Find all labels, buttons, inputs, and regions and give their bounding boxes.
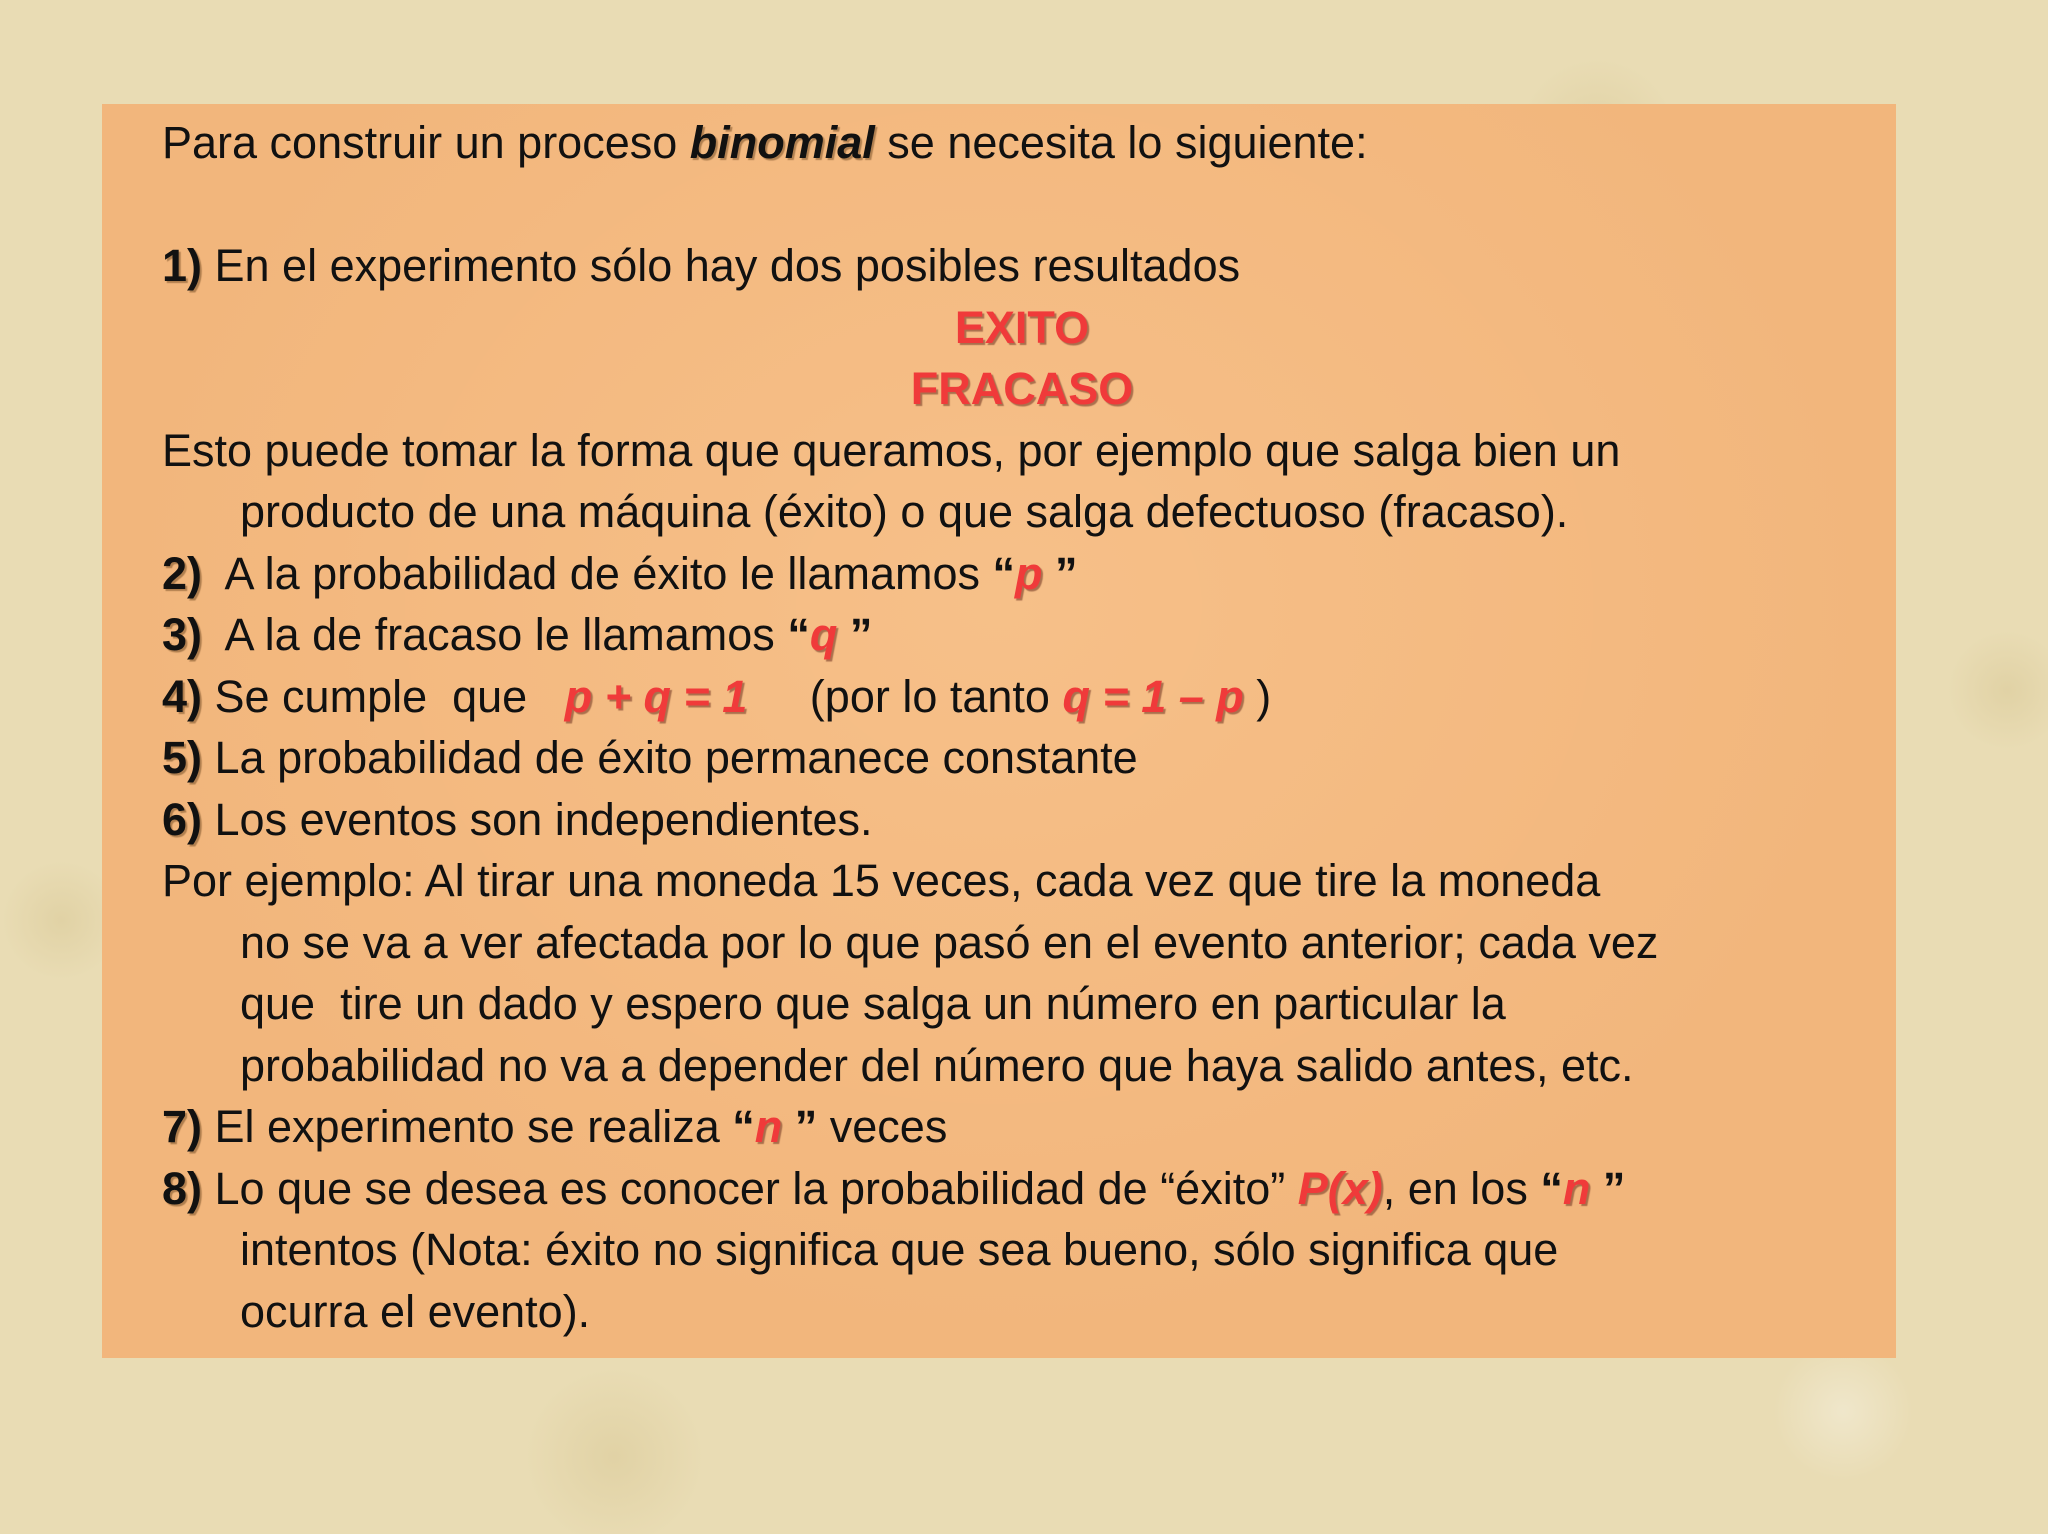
success-label: EXITO (954, 301, 1090, 353)
outcome-success (162, 297, 1882, 359)
item-text: A la probabilidad de éxito le llamamos (202, 547, 993, 599)
intro-line (162, 112, 1882, 174)
item-text: En el experimento sólo hay dos posibles resultados (202, 240, 1241, 291)
item-number: 8) (162, 1162, 203, 1214)
close-quote: ” (1590, 1162, 1626, 1214)
example2-line1: Por ejemplo: Al tirar una moneda 15 veces, cada vez que tire la moneda (162, 855, 1601, 906)
item-3 (162, 604, 1882, 666)
item-7 (162, 1096, 1882, 1158)
blank-line (162, 174, 1882, 236)
formula-sum: p + q = 1 (564, 670, 748, 722)
open-quote: “ (787, 609, 810, 660)
example2-line4: probabilidad no va a depender del número que haya salido antes, etc. (240, 1039, 1634, 1091)
item-8 (162, 1158, 1882, 1220)
item-end: veces (817, 1101, 948, 1152)
example2-line2: no se va a ver afectada por lo que pasó en el evento anterior; cada vez (240, 916, 1659, 968)
item-number: 3) (162, 609, 203, 660)
item-text: Lo que se desea es conocer la probabilidad de “éxito” (202, 1162, 1298, 1214)
item-middle: (por lo tanto (747, 670, 1063, 722)
item-text: Los eventos son independientes. (202, 793, 873, 845)
item-number: 7) (162, 1101, 203, 1152)
item-number: 4) (162, 670, 203, 722)
item-text: A la de fracaso le llamamos (202, 609, 788, 660)
item-8-line3: ocurra el evento). (240, 1285, 591, 1337)
item-text: La probabilidad de éxito permanece constante (202, 732, 1138, 783)
open-quote: “ (732, 1101, 755, 1152)
intro-before: Para construir un proceso (162, 117, 690, 168)
item-4 (162, 666, 1882, 728)
item-2 (162, 543, 1882, 605)
outcome-failure (162, 358, 1882, 420)
example2-line3: que tire un dado y espero que salga un número en particular la (240, 978, 1506, 1029)
slide-content (162, 112, 1882, 1342)
failure-label: FRACASO (910, 363, 1134, 414)
close-quote: ” (782, 1101, 818, 1152)
symbol-n: n (754, 1101, 783, 1152)
item-number: 6) (162, 793, 203, 845)
item-number: 5) (162, 732, 203, 783)
symbol-n: n (1562, 1162, 1591, 1214)
formula-complement: q = 1 – p (1062, 670, 1244, 722)
item-text: El experimento se realiza (202, 1101, 733, 1152)
example1-line2: producto de una máquina (éxito) o que salga defectuoso (fracaso). (240, 486, 1569, 537)
intro-keyword: binomial (689, 117, 875, 168)
example1-line1: Esto puede tomar la forma que queramos, por ejemplo que salga bien un (162, 424, 1621, 476)
intro-after: se necesita lo siguiente: (874, 117, 1368, 168)
item-end: ) (1243, 670, 1272, 722)
item-1 (162, 235, 1882, 297)
open-quote: “ (1540, 1162, 1563, 1214)
item-number: 1) (162, 240, 203, 291)
symbol-q: q (809, 609, 838, 660)
formula-px: P(x) (1297, 1162, 1383, 1214)
item-number: 2) (162, 547, 203, 599)
close-quote: ” (837, 609, 873, 660)
item-6 (162, 789, 1882, 851)
item-5 (162, 727, 1882, 789)
item-text: Se cumple que (202, 670, 565, 722)
item-8-line2: intentos (Nota: éxito no significa que sea bueno, sólo significa que (240, 1224, 1559, 1275)
open-quote: “ (992, 547, 1015, 599)
symbol-p: p (1014, 547, 1043, 599)
close-quote: ” (1042, 547, 1078, 599)
item-middle: , en los (1382, 1162, 1541, 1214)
